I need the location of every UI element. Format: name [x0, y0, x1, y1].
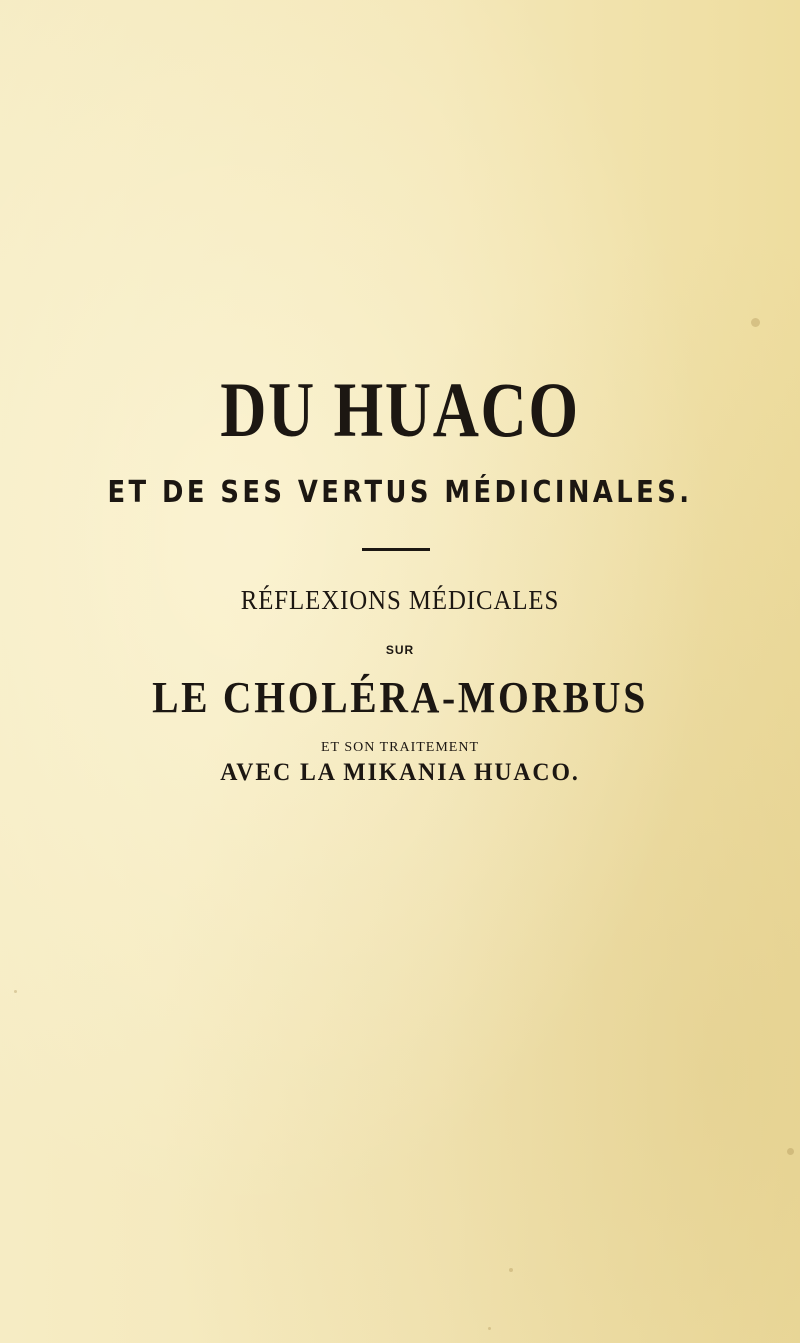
paper-spot — [787, 1148, 794, 1155]
divider-rule — [362, 548, 430, 551]
page-subtitle: ET DE SES VERTUS MÉDICINALES. — [107, 475, 693, 510]
paper-spot — [509, 1268, 513, 1272]
treatment-line: ET SON TRAITEMENT — [320, 740, 480, 755]
paper-spot — [14, 990, 17, 993]
paper-spot — [751, 318, 760, 327]
connector-text: SUR — [385, 643, 415, 657]
section-heading: RÉFLEXIONS MÉDICALES — [240, 585, 560, 615]
main-topic: LE CHOLÉRA-MORBUS — [152, 673, 648, 722]
remedy-line: AVEC LA MIKANIA HUACO. — [220, 759, 580, 786]
page-title: DU HUACO — [220, 366, 580, 453]
paper-spot — [488, 1327, 491, 1330]
